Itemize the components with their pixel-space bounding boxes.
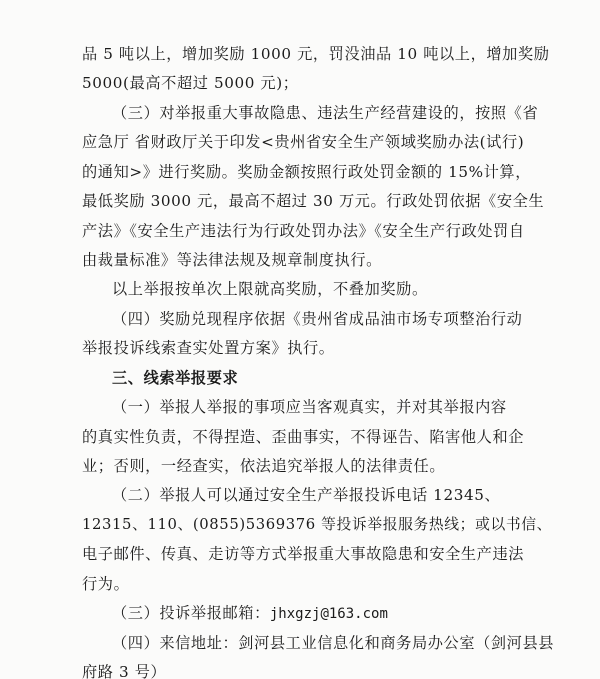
email-label: （三）投诉举报邮箱： [112, 604, 270, 622]
paragraph-line: 业；否则，一经查实，依法追究举报人的法律责任。 [82, 457, 446, 475]
paragraph-line: 产法》《安全生产违法行为行政处罚办法》《安全生产行政处罚自 [82, 222, 525, 240]
paragraph-line: 应急厅 省财政厅关于印发<贵州省安全生产领域奖励办法(试行) [82, 133, 525, 151]
paragraph-line: 最低奖励 3000 元，最高不超过 30 万元。行政处罚依据《安全生 [82, 192, 545, 210]
paragraph-line: 品 5 吨以上，增加奖励 1000 元，罚没油品 10 吨以上，增加奖励 [82, 45, 550, 63]
paragraph-line: 以上举报按单次上限就高奖励，不叠加奖励。 [112, 280, 428, 298]
paragraph-line: 12315、110、(0855)5369376 等投诉举报服务热线；或以书信、 [82, 516, 553, 533]
paragraph-line: 电子邮件、传真、走访等方式举报重大事故隐患和安全生产违法 [82, 545, 525, 563]
paragraph-line: 的通知>》进行奖励。奖励金额按照行政处罚金额的 15%计算， [82, 163, 531, 181]
paragraph-line: 府路 3 号） [82, 663, 167, 679]
paragraph-line: （一）举报人举报的事项应当客观真实，并对其举报内容 [112, 398, 507, 416]
paragraph-line: 5000(最高不超过 5000 元)； [82, 74, 299, 92]
paragraph-line: （四）奖励兑现程序依据《贵州省成品油市场专项整治行动 [112, 310, 523, 328]
paragraph-line: 的真实性负责，不得捏造、歪曲事实，不得诬告、陷害他人和企 [82, 428, 525, 446]
paragraph-line: 由裁量标准》等法律法规及规章制度执行。 [82, 251, 382, 269]
section-heading: 三、线索举报要求 [112, 369, 239, 387]
email-address[interactable]: jhxgzj@163.com [269, 606, 388, 622]
paragraph-line: 举报投诉线索查实处置方案》执行。 [82, 339, 335, 357]
email-line [112, 603, 388, 624]
paragraph-line: 行为。 [82, 575, 130, 593]
paragraph-line: （三）对举报重大事故隐患、违法生产经营建设的，按照《省 [112, 104, 539, 122]
paragraph-line: （二）举报人可以通过安全生产举报投诉电话 12345、 [112, 486, 501, 504]
paragraph-line: （四）来信地址：剑河县工业信息化和商务局办公室（剑河县县 [112, 634, 555, 652]
